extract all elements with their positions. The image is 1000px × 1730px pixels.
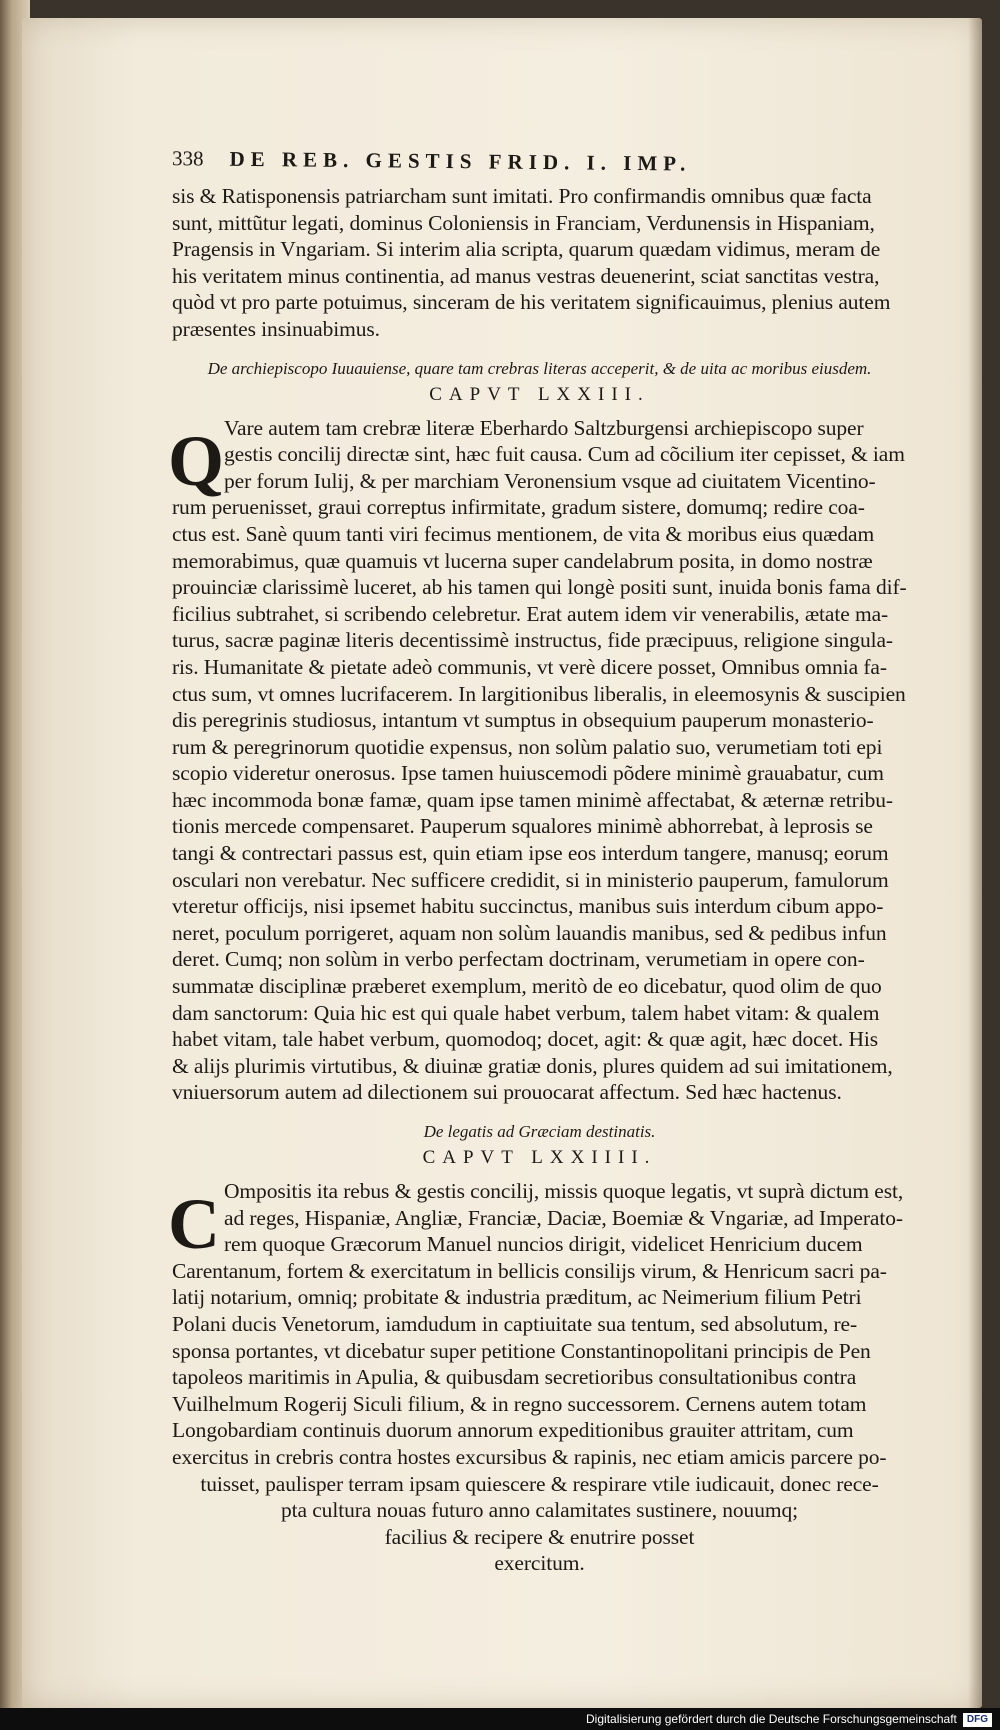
text-line: ficilius subtrahet, si scribendo celebretur. Erat autem idem vir venerabilis, ætate ma- [172,601,889,626]
text-line: præsentes insinuabimus. [172,316,380,341]
text-line: ctus sum, vt omnes lucrifacerem. In largitionibus liberalis, in eleemosynis & suscipien [172,681,906,706]
text-line: deret. Cumq; non solùm in verbo perfectam doctrinam, verumetiam in opere con- [172,947,865,972]
text-line: sponsa portantes, vt dicebatur super petitione Constantinopolitani principis de Pen [172,1338,871,1363]
page-number: 338 [171,146,204,171]
text-line: tangi & contrectari passus est, quin etiam ipse eos interdum tangere, manusq; eorum [172,841,889,866]
text-line: hæc incommoda bonæ famæ, quam ipse tamen minimè affectabat, & æternæ retribu- [172,787,893,812]
text-line: vteretur officijs, nisi ipsemet habitu succinctus, manibus suis interdum cibum appo- [172,894,884,919]
text-line: rum & peregrinorum quotidie expensus, non solùm palatio suo, verumetiam toti epi [172,734,883,759]
chapter-number: CAPVT LXXIIII. [422,1147,657,1168]
text-line: dis peregrinis studiosus, intantum vt sumptus in obsequium pauperum monasterio- [172,708,874,733]
text-line: sunt, mittũtur legati, dominus Coloniensis in Franciam, Verdunensis in Hispaniam, [172,210,875,235]
drop-cap: C [168,1184,220,1264]
text-line: Polani ducis Venetorum, iamdudum in captiuitate sua tentum, sed absolutum, re- [172,1311,858,1336]
text-line: summatæ disciplinæ præberet exemplum, meritò de eo dicebatur, quod olim de quo [172,974,882,999]
text-line: Ompositis ita rebus & gestis concilij, missis quoque legatis, vt suprà dictum est, [224,1179,904,1203]
text-line: turus, sacræ paginæ literis decentissimè instructus, fide præcipuus, religione singula- [172,628,893,653]
text-line: sis & Ratisponensis patriarcham sunt imitati. Pro confirmandis omnibus quæ facta [172,184,872,208]
text-line: prouinciæ clarissimè luceret, ab his tamen qui longè positi sunt, inuida bonis fama dif- [172,575,907,600]
page-content [168,146,907,1577]
text-line: tapoleos maritimis in Apulia, & quibusdam secretioribus consultationibus contra [172,1365,857,1390]
chapter-heading: De archiepiscopo Iuuauiense, quare tam crebras literas acceperit, & de uita ac moribus eiusdem. [207,358,872,378]
text-line: Longobardiam continuis duorum annorum expeditionibus grauiter attritam, cum [172,1418,854,1443]
digitization-footer [0,1708,1000,1730]
top-paragraph [172,183,907,343]
text-line: tuisset, paulisper terram ipsam quiescere & respirare vtile iudicauit, donec rece- [200,1471,879,1496]
footer-credit: Digitalisierung gefördert durch die Deutsche Forschungsgemeinschaft [586,1712,957,1726]
text-line: habet vitam, tale habet verbum, quomodoq; docet, agit: & quæ agit, hæc docet. His [172,1027,879,1052]
text-line: rem quoque Græcorum Manuel nuncios dirigit, videlicet Henricium ducem [224,1232,863,1257]
text-line: vniuersorum autem ad dilectionem sui prouocarat affectum. Sed hæc hactenus. [172,1080,842,1105]
text-line: osculari non verebatur. Nec sufficere credidit, si in ministerio pauperum, famulorum [172,867,889,892]
running-head [172,146,907,179]
dfg-logo-icon: DFG [963,1713,992,1727]
chapter-73-text [168,415,907,1106]
drop-cap: Q [168,420,225,501]
text-line: quòd vt pro parte potuimus, sinceram de his veritatem significauimus, plenius autem [172,290,891,315]
text-line: his veritatem minus continentia, ad manus vestras deuenerint, sciat sanctitas vestra, [172,263,880,288]
text-line: neret, poculum porrigeret, aquam non solùm lauandis manibus, sed & pedibus infun [172,920,887,945]
text-line: Vuilhelmum Rogerij Siculi filium, & in regno successorem. Cernens autem totam [172,1391,867,1416]
text-line: per forum Iulij, & per marchiam Veronensium vsque ad ciuitatem Vicentino- [224,468,876,493]
text-line: gestis concilij directæ sint, hæc fuit causa. Cum ad cõcilium iter cepisset, & iam [224,442,905,467]
text-line: & alijs plurimis virtutibus, & diuinæ gratiæ donis, plures quidem ad sui imitationem, [172,1053,893,1078]
chapter-heading: De legatis ad Græciam destinatis. [423,1122,656,1141]
text-line: exercitum. [494,1551,585,1576]
spine-shadow [968,18,982,1708]
text-line: rum peruenisset, graui correptus infirmitate, gradum sistere, domumq; redire coa- [172,495,865,520]
text-line: tionis mercede compensaret. Pauperum squalores minimè abhorrebat, à leprosis se [172,814,873,839]
text-line: facilius & recipere & enutrire posset [384,1524,695,1549]
text-line: pta cultura nouas futuro anno calamitates sustinere, nouumq; [280,1498,799,1523]
text-line: ad reges, Hispaniæ, Angliæ, Franciæ, Daciæ, Boemiæ & Vngariæ, ad Imperato- [224,1205,903,1230]
text-line: ris. Humanitate & pietate adeò communis, vt verè dicere posset, Omnibus omnia fa- [172,654,887,679]
chapter-number: CAPVT LXXIII. [429,383,650,405]
chapter-74-text [168,1178,907,1577]
text-line: Vare autem tam crebræ literæ Eberhardo Saltzburgensi archiepiscopo super [224,415,864,440]
text-line: Carentanum, fortem & exercitatum in bellicis consilijs virum, & Henricum sacri pa- [172,1258,887,1283]
text-line: scopio videretur onerosus. Ipse tamen huiuscemodi põdere minimè grauabatur, cum [172,761,884,786]
text-line: ctus est. Sanè quum tanti viri fecimus mentionem, de vita & moribus eius quædam [172,521,875,546]
running-title: DE REB. GESTIS FRID. I. IMP. [229,146,692,176]
text-line: memorabimus, quæ quamuis vt lucerna super candelabrum posita, in domo nostræ [172,548,873,573]
text-line: latij notarium, omniq; probitate & industria præditum, ac Neimerium filium Petri [172,1285,862,1310]
text-line: dam sanctorum: Quia hic est qui quale habet verbum, talem habet vitam: & qualem [172,1000,880,1025]
text-line: Pragensis in Vngariam. Si interim alia scripta, quarum quædam vidimus, meram de [172,237,881,262]
text-line: exercitus in crebris contra hostes excursibus & rapinis, nec etiam amicis parcere po- [172,1444,887,1469]
